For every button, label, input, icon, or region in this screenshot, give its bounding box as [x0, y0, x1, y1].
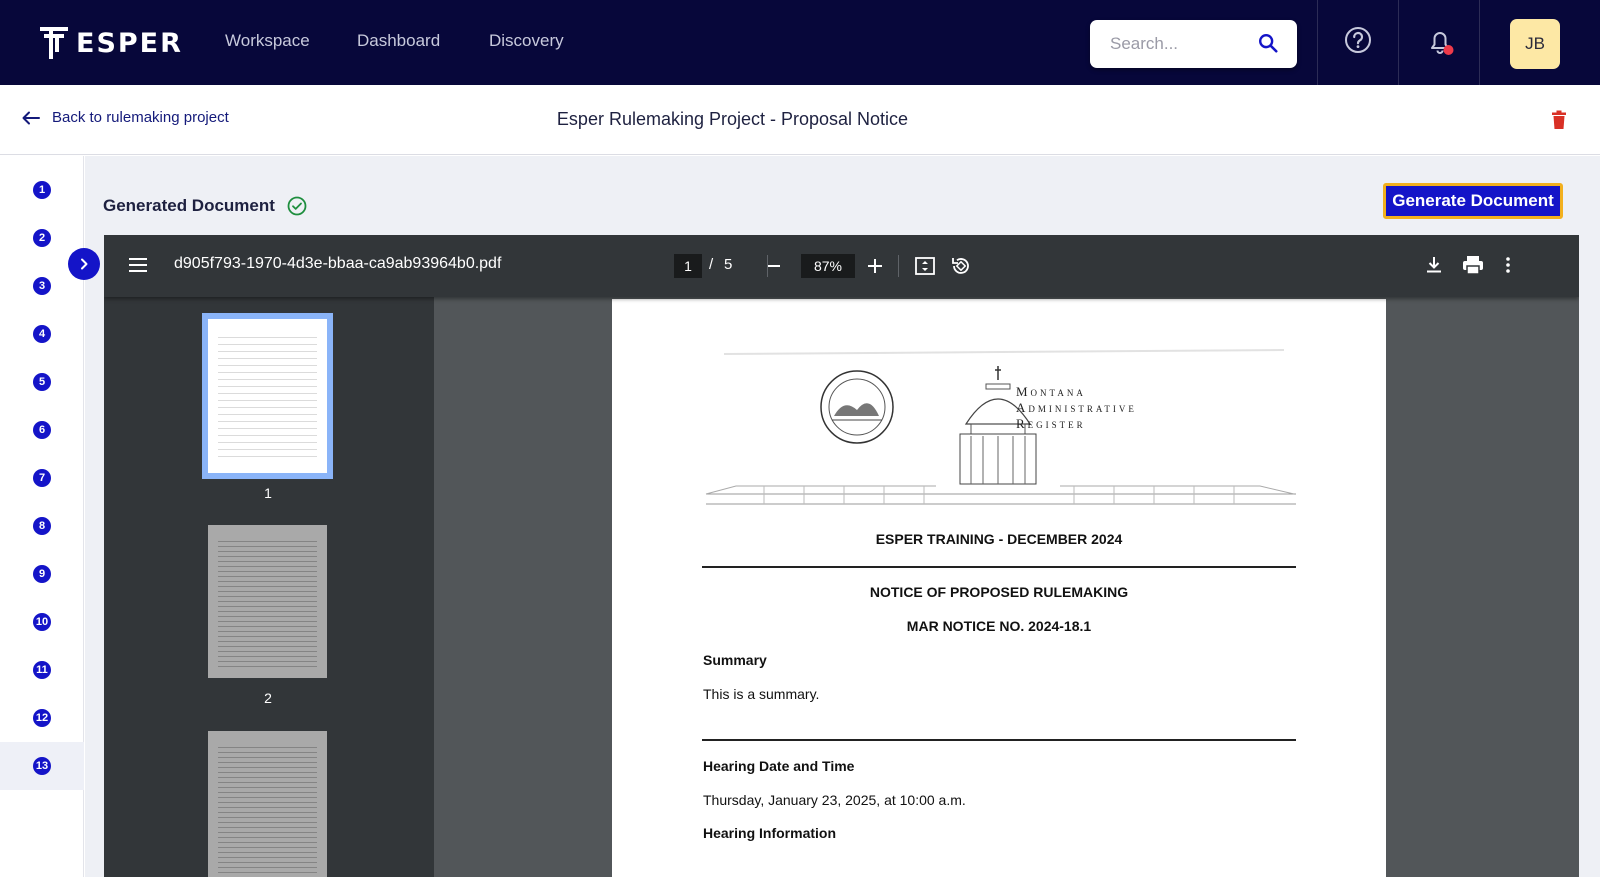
nav-divider — [1398, 0, 1399, 85]
top-navbar — [0, 0, 1600, 85]
back-link-label: Back to rulemaking project — [52, 109, 229, 126]
step-3[interactable]: 3 — [0, 262, 84, 310]
nav-divider — [1317, 0, 1318, 85]
step-9[interactable]: 9 — [0, 550, 84, 598]
download-icon[interactable] — [1425, 255, 1443, 280]
fit-page-icon[interactable] — [914, 255, 936, 282]
search-input[interactable] — [1110, 32, 1250, 56]
thumbnail-page-1[interactable] — [202, 313, 333, 479]
divider-rule — [702, 566, 1296, 568]
page-number-input[interactable]: 1 — [674, 254, 702, 278]
masthead-title: Montana Administrative Register — [1016, 384, 1137, 431]
esper-logo-mark-icon — [40, 27, 70, 59]
step-2[interactable]: 2 — [0, 214, 84, 262]
mar-notice-number: MAR NOTICE NO. 2024-18.1 — [906, 618, 1092, 634]
search-box[interactable] — [1090, 20, 1297, 68]
expand-sidebar-button[interactable] — [68, 248, 100, 280]
rotate-icon[interactable] — [950, 255, 972, 282]
pdf-toolbar — [104, 235, 1579, 297]
zoom-in-icon[interactable] — [867, 257, 883, 280]
step-11[interactable]: 11 — [0, 646, 84, 694]
print-icon[interactable] — [1462, 255, 1484, 280]
toolbar-divider — [898, 255, 899, 277]
pdf-page — [612, 299, 1386, 877]
menu-icon[interactable] — [128, 256, 148, 279]
step-8[interactable]: 8 — [0, 502, 84, 550]
logo-text: ESPER — [76, 27, 183, 59]
nav-workspace[interactable]: Workspace — [225, 31, 310, 50]
summary-text: This is a summary. — [703, 686, 820, 702]
training-heading: ESPER TRAINING - DECEMBER 2024 — [875, 531, 1123, 547]
search-icon[interactable] — [1257, 32, 1279, 59]
generated-document-label: Generated Document — [103, 196, 275, 215]
montana-capitol-masthead-image — [704, 344, 1304, 514]
help-icon[interactable] — [1344, 26, 1372, 59]
notification-bell-icon[interactable] — [1426, 26, 1456, 63]
user-avatar[interactable]: JB — [1510, 19, 1560, 69]
page-title: Esper Rulemaking Project - Proposal Notice — [556, 109, 909, 129]
pdf-viewer — [104, 235, 1579, 877]
page-separator: / — [709, 256, 714, 273]
check-circle-icon — [287, 196, 307, 216]
step-6[interactable]: 6 — [0, 406, 84, 454]
step-12[interactable]: 12 — [0, 694, 84, 742]
hearing-information-heading: Hearing Information — [703, 825, 837, 841]
page-header — [0, 85, 1600, 155]
summary-heading: Summary — [703, 652, 767, 668]
generated-document-heading — [103, 196, 307, 216]
thumbnail-page-2[interactable] — [208, 525, 327, 678]
step-4[interactable]: 4 — [0, 310, 84, 358]
chevron-right-icon — [78, 258, 90, 270]
nav-discovery[interactable]: Discovery — [489, 31, 564, 50]
thumbnail-panel — [104, 297, 434, 877]
notice-heading: NOTICE OF PROPOSED RULEMAKING — [869, 584, 1129, 600]
generate-document-button[interactable]: Generate Document — [1383, 183, 1563, 219]
step-13[interactable]: 13 — [0, 742, 84, 790]
esper-logo[interactable] — [40, 26, 183, 60]
step-5[interactable]: 5 — [0, 358, 84, 406]
step-10[interactable]: 10 — [0, 598, 84, 646]
thumbnail-label-1: 1 — [264, 485, 272, 501]
step-7[interactable]: 7 — [0, 454, 84, 502]
divider-rule — [702, 739, 1296, 741]
nav-divider — [1479, 0, 1480, 85]
more-options-icon[interactable] — [1505, 255, 1511, 280]
hearing-date-heading: Hearing Date and Time — [703, 758, 855, 774]
nav-dashboard[interactable]: Dashboard — [357, 31, 441, 50]
hearing-date-text: Thursday, January 23, 2025, at 10:00 a.m. — [703, 792, 966, 808]
page-total: 5 — [724, 256, 733, 273]
pdf-filename: d905f793-1970-4d3e-bbaa-ca9ab93964b0.pdf — [174, 255, 502, 272]
zoom-out-icon[interactable] — [767, 257, 781, 280]
thumbnail-page-3[interactable] — [208, 731, 327, 877]
step-1[interactable]: 1 — [0, 166, 84, 214]
zoom-level-input[interactable]: 87% — [801, 254, 855, 278]
delete-trash-icon[interactable] — [1551, 110, 1567, 135]
thumbnail-label-2: 2 — [264, 690, 272, 706]
